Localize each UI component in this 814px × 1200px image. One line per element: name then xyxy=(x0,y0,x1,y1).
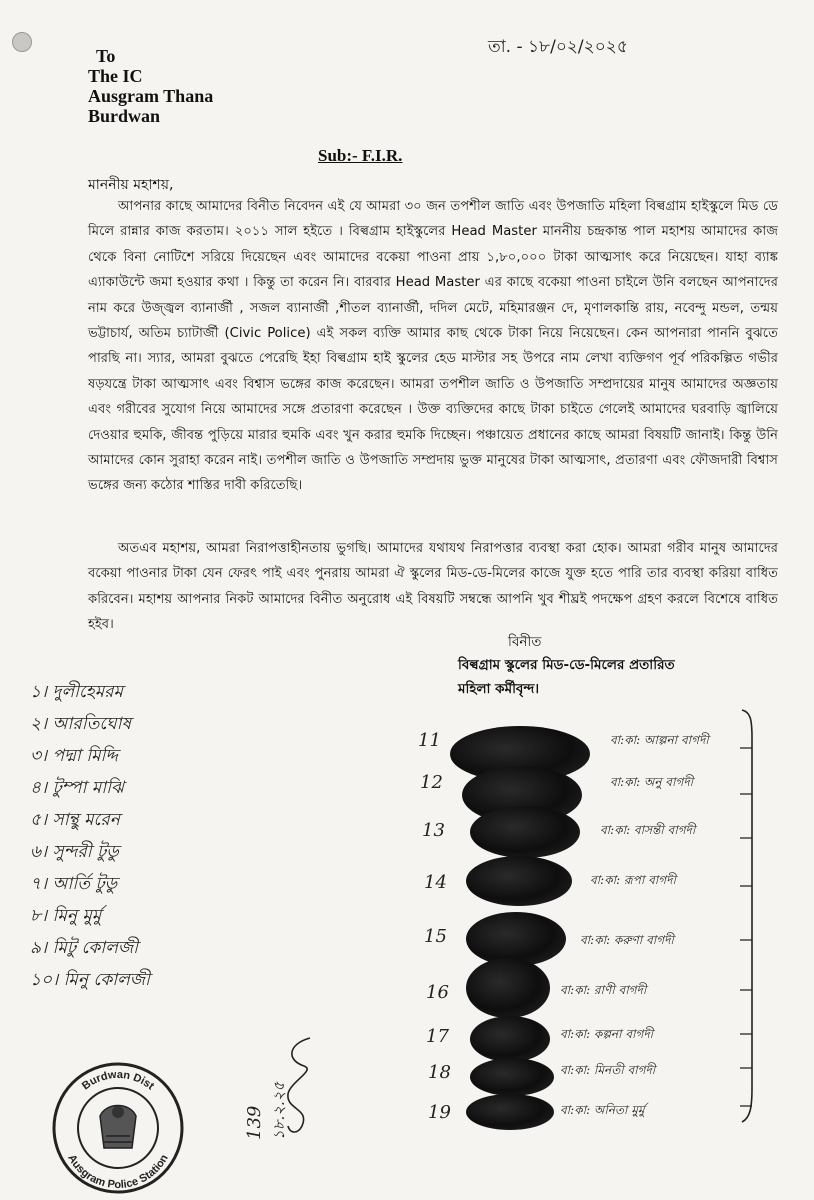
thumbprint-14 xyxy=(466,856,572,906)
address-line-2: Ausgram Thana xyxy=(88,86,214,106)
thumb-label-13: বা:কা: বাসন্তী বাগদী xyxy=(600,823,696,837)
police-station-stamp xyxy=(48,1058,188,1198)
signatory-list xyxy=(30,676,150,996)
thumb-label-18: বা:কা: মিনতী বাগদী xyxy=(560,1063,656,1077)
thumbprint-19 xyxy=(466,1094,554,1130)
thumb-number-15: 15 xyxy=(424,926,447,947)
paragraph-1: আপনার কাছে আমাদের বিনীত নিবেদন এই যে আমরা ৩০ জন তপশীল জাতি এবং উপজাতি মহিলা বিল্বগ্রাম হাইস্কুলে মিড ডে মিলে রান্নার কাজ করতাম। ২০১১ সাল হইতে । বিল্বগ্রাম হাইস্কুলের Head Master মাননীয় চন্দ্রকান্ত পাল মহাশয় আমাদের কাজ থেকে বিনা নোটিশে সরিয়ে দিয়েছেন এবং আমাদের বকেয়া পাওনা প্রায় ১,৮০,০০০ টাকা আত্মসাৎ করে নিয়েছেন। যাহা ব্যাঙ্ক এ্যাকাউন্টে জমা হওয়ার কথা । কিন্তু তা করেন নি। বারবার Head Master এর কাছে বকেয়া পাওনা চাইলে উনি বলছেন আপনাদের নাম করে উজ্জ্বল ব্যানার্জী , সজল ব্যানার্জী ,শীতল ব্যানার্জী, দদিল মেটে, মহিমারঞ্জন দে, মৃণালকান্তি রায়, নবেন্দু মন্ডল, তন্ময় ভট্টাচার্য, অতিম চ্যাটার্জী (Civic Police) এই সকল ব্যক্তি আমার কাছ থেকে টাকা নিয়ে নিয়েছেন। কেন আপনারা পাননি বুঝতে পারছি না। স্যার, আমরা বুঝতে পেরেছি ইহা বিল্বগ্রাম হাই স্কুলের হেড মাস্টার সহ উপরে নাম লেখা ব্যক্তিগণ পূর্ব পরিকল্পিত গভীর ষড়যন্ত্রে টাকা আত্মসাৎ এবং বিশ্বাস ভঙ্গের কাজ করেছেন। আমরা তপশীল জাতি ও উপজাতি সম্প্রদায়ের মানুষ আমাদের অজ্ঞতায় এবং গরীবের সুযোগ নিয়ে আমাদের সঙ্গে প্রতারণা করেছেন । উক্ত ব্যক্তিদের কাছে টাকা চাইতে গেলেই আমাদের ঘরবাড়ি জ্বালিয়ে দেওয়ার হুমকি, জীবন্ত পুড়িয়ে মারার হুমকি এবং খুন করার হুমকি দিচ্ছেন। পঞ্চায়েত প্রধানের কাছে আমরা বিষয়টি জানাই। কিন্তু উনি আমাদের কোন সুরাহা করেন নাই। তপশীল জাতি ও উপজাতি সম্প্রদায় ভুক্ত মানুষের টাকা আত্মসাৎ, প্রতারণা এবং ফৌজদারী বিশ্বাস ভঙ্গের জন্য কঠোর শাস্তির দাবী করিতেছি। xyxy=(88,199,778,494)
handwritten-date: তা. - ১৮/০২/২০২৫ xyxy=(488,37,628,57)
svg-text:Ausgram Police Station xyxy=(65,1152,171,1191)
address-to: To xyxy=(96,46,116,66)
thumb-label-12: বা:কা: অনু বাগদী xyxy=(610,775,694,789)
thumb-number-13: 13 xyxy=(422,820,445,841)
subject-line: Sub:- F.I.R. xyxy=(318,146,403,165)
thumb-label-16: বা:কা: রাণী বাগদী xyxy=(560,983,647,997)
closing-line-2: বিল্বগ্রাম স্কুলের মিড-ডে-মিলের প্রতারিত xyxy=(458,657,675,673)
thumbprint-17 xyxy=(470,1016,550,1062)
signatory-5: ৫। সান্থু মরেন xyxy=(30,810,120,830)
closing-line-3: মহিলা কর্মীবৃন্দ। xyxy=(458,681,540,697)
address-block xyxy=(88,46,213,126)
receipt-note: ১৮.২.২৫ xyxy=(270,1081,288,1140)
stamp-top-text: Burdwan Dist xyxy=(79,1068,157,1093)
thumbprint-16 xyxy=(466,958,550,1018)
closing-block xyxy=(458,653,675,701)
thumb-number-19: 19 xyxy=(428,1102,451,1123)
thumb-label-19: বা:কা: অনিতা মুর্মু xyxy=(560,1103,645,1117)
thumbprint-section xyxy=(410,726,770,1134)
address-line-1: The IC xyxy=(88,66,143,86)
thumb-number-14: 14 xyxy=(424,872,447,893)
signatory-9: ৯। মিটু কোলজী xyxy=(30,938,138,958)
thumb-number-18: 18 xyxy=(428,1062,451,1083)
signatory-7: ৭। আর্তি টুডু xyxy=(30,874,118,894)
svg-text:Burdwan Dist xyxy=(80,1069,157,1093)
thumb-number-11: 11 xyxy=(418,730,441,751)
thumb-number-12: 12 xyxy=(420,772,443,793)
thumbprint-bracket xyxy=(740,708,758,1124)
signatory-2: ২। আরতিঘোষ xyxy=(30,714,131,734)
paragraph-2: অতএব মহাশয়, আমরা নিরাপত্তাহীনতায় ভুগছি। আমাদের যথাযথ নিরাপত্তার ব্যবস্থা করা হোক। আমরা গরীব মানুষ আমাদের বকেয়া পাওনার টাকা যেন ফেরৎ পাই এবং পুনরায় আমরা ঐ স্কুলের মিড-ডে-মিলের কাজে যুক্ত হতে পারি তার ব্যবস্থা করিয়া বাধিত করিবেন। মহাশয় আপনার নিকট আমাদের বিনীত অনুরোধ এই বিষয়টি সম্বন্ধে আপনি খুব শীঘ্রই পদক্ষেপ গ্রহণ করলে বিশেষে বাধিত হইব। xyxy=(88,541,778,633)
receipt-number: 139 xyxy=(244,1105,265,1140)
thumbprint-13 xyxy=(470,806,580,858)
signatory-1: ১। দুলীহেমরম xyxy=(30,682,123,702)
thumb-label-11: বা:কা: আল্পনা বাগদী xyxy=(610,733,709,747)
closing-line-1: বিনীত xyxy=(508,634,542,650)
thumb-label-17: বা:কা: কল্পনা বাগদী xyxy=(560,1027,654,1041)
signatory-8: ৮। মিনু মুর্মু xyxy=(30,906,102,926)
salutation: মাননীয় মহাশয়, xyxy=(88,177,174,193)
thumb-number-16: 16 xyxy=(426,982,449,1003)
stamp-bottom-text: Ausgram Police Station xyxy=(65,1152,171,1192)
signatory-6: ৬। সুন্দরী টুডু xyxy=(30,842,119,862)
address-line-3: Burdwan xyxy=(88,106,161,126)
receipt-scribble-icon xyxy=(280,1030,320,1140)
signatory-10: ১০। মিনু কোলজী xyxy=(30,970,150,990)
thumbprint-18 xyxy=(470,1058,554,1096)
signatory-4: ৪। টুম্পা মাঝি xyxy=(30,778,124,798)
thumb-label-14: বা:কা: রূপা বাগদী xyxy=(590,873,676,887)
thumb-label-15: বা:কা: করুণা বাগদী xyxy=(580,933,674,947)
thumb-number-17: 17 xyxy=(426,1026,449,1047)
signatory-3: ৩। পদ্মা মিদ্দি xyxy=(30,746,119,766)
punch-hole xyxy=(12,32,32,52)
